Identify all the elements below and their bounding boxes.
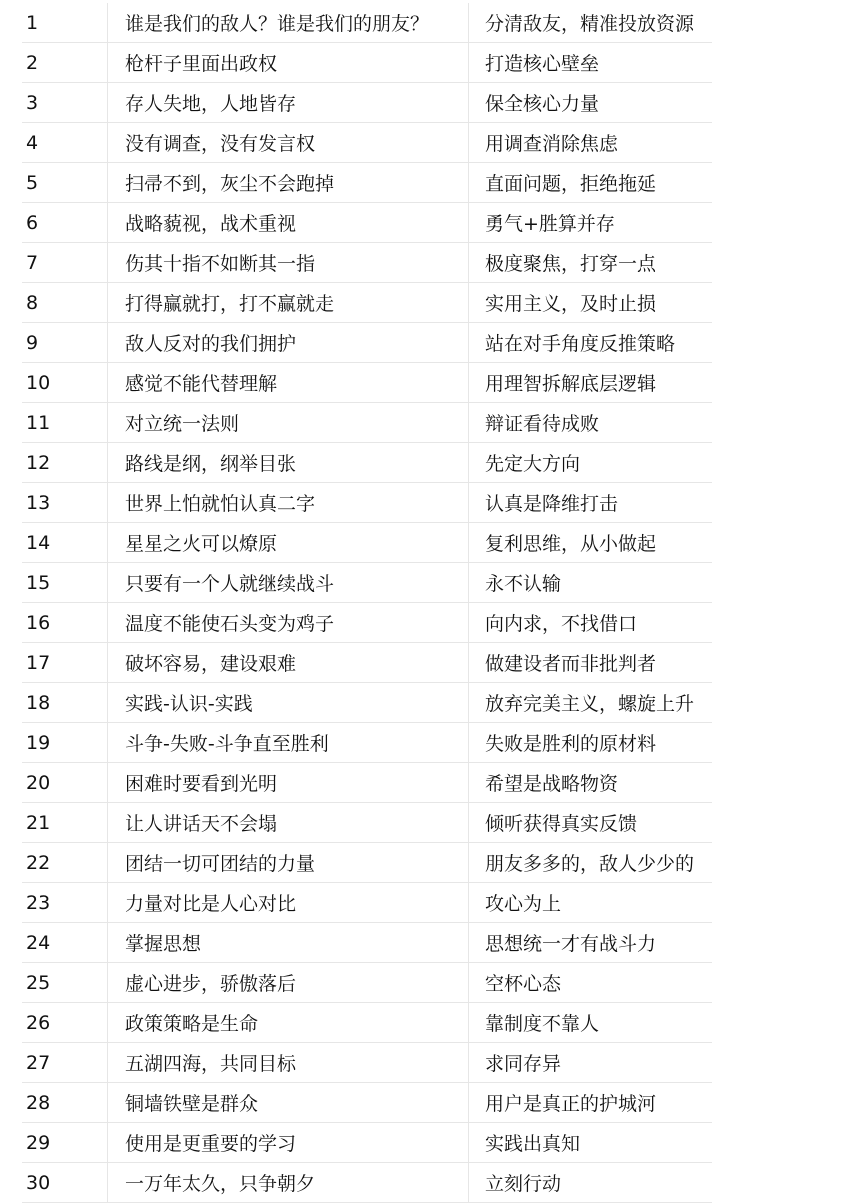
principle-cell: 世界上怕就怕认真二字 [107,483,468,522]
insight-cell: 站在对手角度反推策略 [468,323,712,362]
insight-cell: 空杯心态 [468,963,712,1002]
row-number: 19 [26,731,51,754]
table-row [22,323,712,363]
insight-cell: 倾听获得真实反馈 [468,803,712,842]
principle-cell: 让人讲话天不会塌 [107,803,468,842]
principle-cell: 实践-认识-实践 [107,683,468,722]
principle-cell: 感觉不能代替理解 [107,363,468,402]
table-row [22,643,712,683]
table-row [22,883,712,923]
table-row [22,403,712,443]
insight-cell: 放弃完美主义，螺旋上升 [468,683,712,722]
principle-cell: 路线是纲，纲举目张 [107,443,468,482]
insight-cell: 靠制度不靠人 [468,1003,712,1042]
row-number: 13 [26,491,51,514]
row-number: 5 [26,171,39,194]
table-row [22,923,712,963]
principle-cell: 存人失地，人地皆存 [107,83,468,122]
insight-cell: 用理智拆解底层逻辑 [468,363,712,402]
row-number: 12 [26,451,51,474]
insight-cell: 复利思维，从小做起 [468,523,712,562]
table-row [22,1083,712,1123]
row-number: 24 [26,931,51,954]
row-number: 1 [26,11,39,34]
insight-cell: 做建设者而非批判者 [468,643,712,682]
insight-cell: 攻心为上 [468,883,712,922]
insight-cell: 实践出真知 [468,1123,712,1162]
row-number: 17 [26,651,51,674]
principle-cell: 力量对比是人心对比 [107,883,468,922]
row-number: 18 [26,691,51,714]
table-row [22,723,712,763]
table-row [22,443,712,483]
principle-cell: 伤其十指不如断其一指 [107,243,468,282]
table-row [22,843,712,883]
principle-cell: 破坏容易，建设艰难 [107,643,468,682]
insight-cell: 永不认输 [468,563,712,602]
principle-cell: 铜墙铁壁是群众 [107,1083,468,1122]
principle-cell: 只要有一个人就继续战斗 [107,563,468,602]
row-number: 4 [26,131,39,154]
row-number: 26 [26,1011,51,1034]
table-row [22,283,712,323]
row-number: 14 [26,531,51,554]
principle-cell: 政策策略是生命 [107,1003,468,1042]
insight-cell: 辩证看待成败 [468,403,712,442]
insight-cell: 打造核心壁垒 [468,43,712,82]
principle-cell: 星星之火可以燎原 [107,523,468,562]
row-number: 20 [26,771,51,794]
insight-cell: 求同存异 [468,1043,712,1082]
row-number: 27 [26,1051,51,1074]
principles-table [22,3,712,1203]
table-row [22,83,712,123]
principle-cell: 枪杆子里面出政权 [107,43,468,82]
principle-cell: 敌人反对的我们拥护 [107,323,468,362]
row-number: 21 [26,811,51,834]
table-row [22,603,712,643]
table-row [22,243,712,283]
insight-cell: 保全核心力量 [468,83,712,122]
insight-cell: 用调查消除焦虑 [468,123,712,162]
principle-cell: 困难时要看到光明 [107,763,468,802]
insight-cell: 立刻行动 [468,1163,712,1202]
row-number: 7 [26,251,39,274]
table-row [22,523,712,563]
insight-cell: 分清敌友，精准投放资源 [468,3,712,42]
row-number: 11 [26,411,51,434]
row-number: 23 [26,891,51,914]
insight-cell: 先定大方向 [468,443,712,482]
insight-cell: 用户是真正的护城河 [468,1083,712,1122]
table-row [22,763,712,803]
table-row [22,1123,712,1163]
row-number: 8 [26,291,39,314]
table-row [22,163,712,203]
row-number: 16 [26,611,51,634]
table-row [22,563,712,603]
principle-cell: 没有调查，没有发言权 [107,123,468,162]
row-number: 29 [26,1131,51,1154]
table-row [22,1003,712,1043]
principle-cell: 战略藐视，战术重视 [107,203,468,242]
table-row [22,43,712,83]
principle-cell: 打得赢就打，打不赢就走 [107,283,468,322]
row-number: 6 [26,211,39,234]
principle-cell: 扫帚不到，灰尘不会跑掉 [107,163,468,202]
table-row [22,683,712,723]
row-number: 3 [26,91,39,114]
table-row [22,203,712,243]
principle-cell: 对立统一法则 [107,403,468,442]
table-row [22,363,712,403]
insight-cell: 实用主义，及时止损 [468,283,712,322]
insight-cell: 极度聚焦，打穿一点 [468,243,712,282]
row-number: 9 [26,331,39,354]
insight-cell: 认真是降维打击 [468,483,712,522]
row-number: 15 [26,571,51,594]
row-number: 28 [26,1091,51,1114]
table-row [22,3,712,43]
row-number: 22 [26,851,51,874]
insight-cell: 向内求，不找借口 [468,603,712,642]
principle-cell: 五湖四海，共同目标 [107,1043,468,1082]
table-row [22,963,712,1003]
principle-cell: 一万年太久，只争朝夕 [107,1163,468,1202]
insight-cell: 失败是胜利的原材料 [468,723,712,762]
principle-cell: 掌握思想 [107,923,468,962]
principle-cell: 温度不能使石头变为鸡子 [107,603,468,642]
table-row [22,803,712,843]
insight-cell: 希望是战略物资 [468,763,712,802]
row-number: 30 [26,1171,51,1194]
row-number: 25 [26,971,51,994]
table-row [22,1043,712,1083]
insight-cell: 勇气+胜算并存 [468,203,712,242]
insight-cell: 直面问题，拒绝拖延 [468,163,712,202]
principle-cell: 虚心进步，骄傲落后 [107,963,468,1002]
principle-cell: 斗争-失败-斗争直至胜利 [107,723,468,762]
principle-cell: 谁是我们的敌人？谁是我们的朋友？ [107,3,468,42]
row-number: 2 [26,51,39,74]
principle-cell: 团结一切可团结的力量 [107,843,468,882]
row-number: 10 [26,371,51,394]
principle-cell: 使用是更重要的学习 [107,1123,468,1162]
table-row [22,1163,712,1203]
table-row [22,483,712,523]
insight-cell: 朋友多多的，敌人少少的 [468,843,712,882]
insight-cell: 思想统一才有战斗力 [468,923,712,962]
table-row [22,123,712,163]
